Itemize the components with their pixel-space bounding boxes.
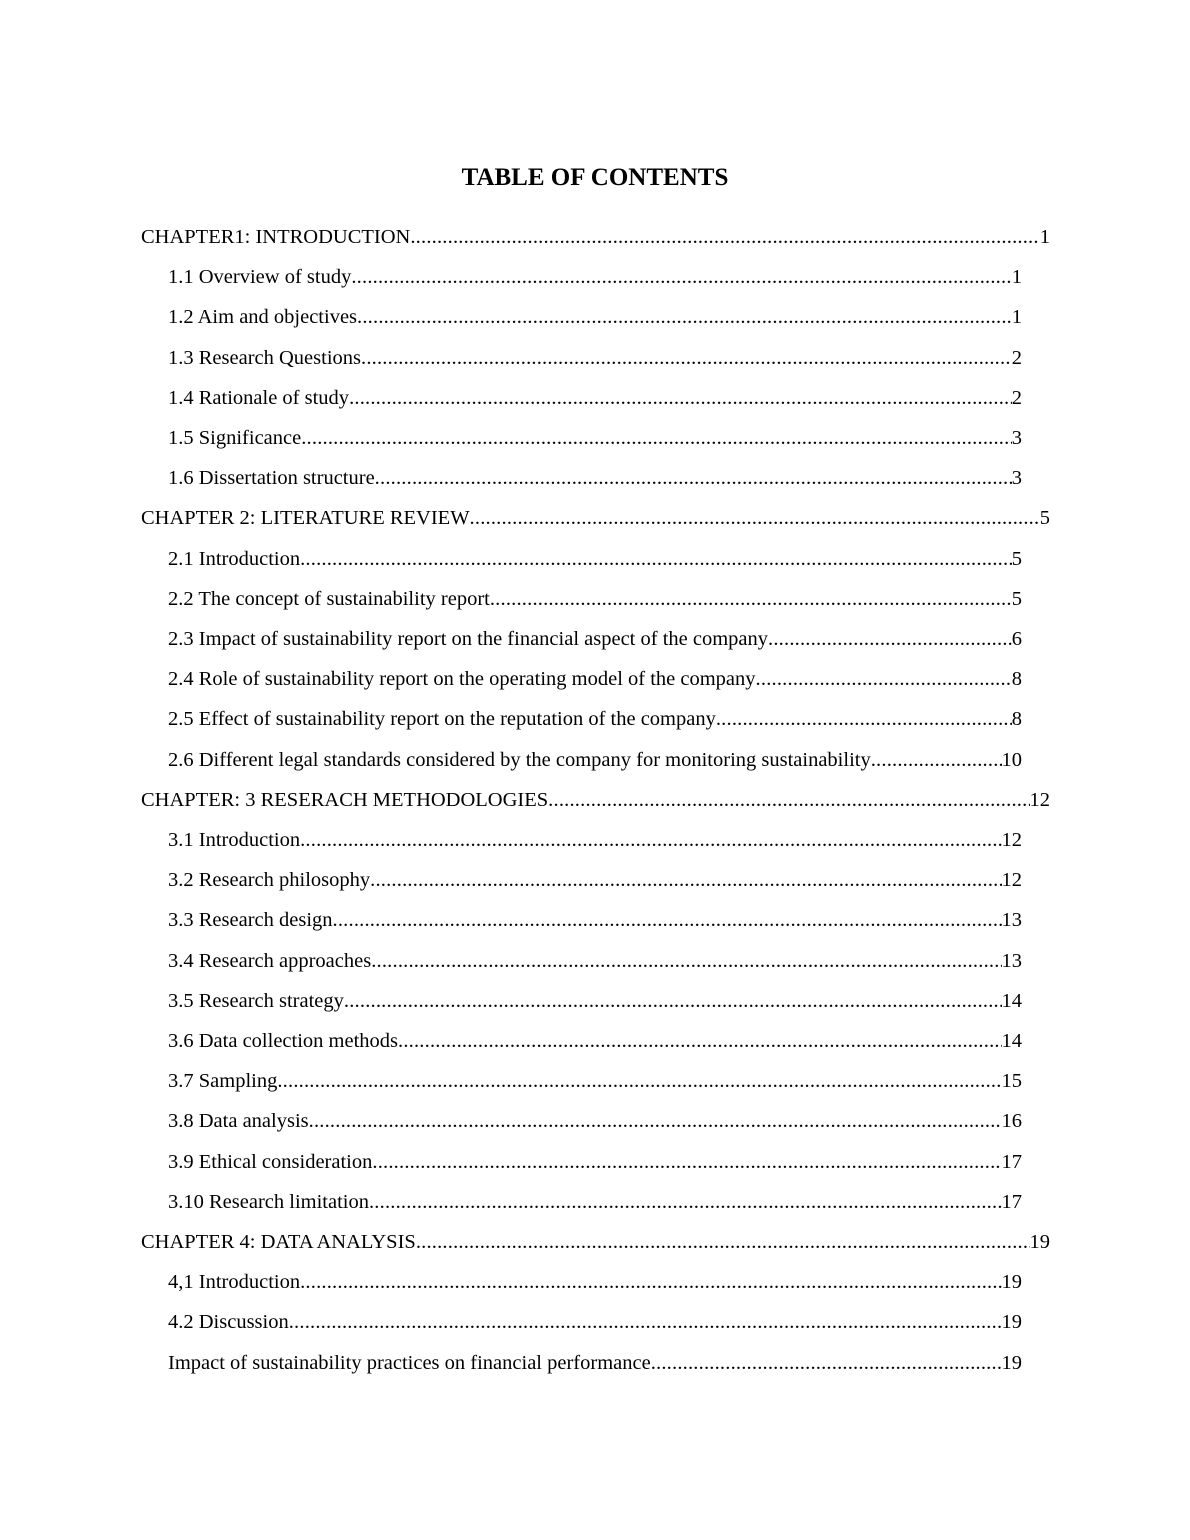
dot-leader (651, 1349, 1002, 1377)
dot-leader (768, 625, 1012, 653)
toc-entry-page-number: 12 (1001, 829, 1022, 851)
toc-entry-page-number: 19 (1001, 1351, 1022, 1374)
toc-section-entry[interactable] (168, 545, 1022, 573)
toc-entry-page-number: 6 (1011, 628, 1022, 650)
toc-entry-page-number: 8 (1011, 668, 1022, 691)
dot-leader (490, 585, 1012, 613)
toc-entry-page-number: 16 (1001, 1110, 1022, 1133)
toc-entry-page-number: 2 (1011, 346, 1022, 369)
toc-entry-label: 3.4 Research approaches (168, 949, 372, 972)
toc-section-entry[interactable] (168, 746, 1022, 774)
toc-entry-label: 3.10 Research limitation (168, 1190, 369, 1213)
toc-chapter-entry[interactable] (141, 223, 1050, 251)
toc-chapter-entry[interactable] (141, 786, 1050, 814)
toc-section-entry[interactable] (168, 384, 1022, 412)
dot-leader (300, 826, 1001, 854)
dot-leader (277, 1067, 1001, 1095)
dot-leader (372, 1148, 1001, 1176)
toc-section-entry[interactable] (168, 1349, 1022, 1377)
toc-entry-label: 3.5 Research strategy (168, 989, 344, 1012)
toc-entry-page-number: 14 (1001, 989, 1022, 1012)
toc-entry-page-number: 8 (1011, 708, 1022, 731)
dot-leader (351, 263, 1011, 291)
dot-leader (349, 384, 1012, 412)
toc-section-entry[interactable] (168, 665, 1022, 693)
toc-entry-label: 1.1 Overview of study (168, 266, 352, 289)
dot-leader (470, 504, 1040, 532)
dot-leader (301, 424, 1012, 452)
dot-leader (410, 223, 1039, 251)
toc-entry-label: CHAPTER 4: DATA ANALYSIS (141, 1231, 416, 1253)
toc-section-entry[interactable] (168, 987, 1022, 1015)
toc-section-entry[interactable] (168, 1268, 1022, 1296)
dot-leader (300, 545, 1012, 573)
dot-leader (416, 1228, 1030, 1256)
toc-section-entry[interactable] (168, 263, 1022, 291)
toc-section-entry[interactable] (168, 1027, 1022, 1055)
toc-entry-page-number: 1 (1039, 226, 1050, 248)
toc-entry-label: 3.9 Ethical consideration (168, 1150, 373, 1173)
toc-section-entry[interactable] (168, 303, 1022, 331)
toc-entry-page-number: 19 (1001, 1271, 1022, 1294)
toc-entry-label: 1.2 Aim and objectives (168, 306, 358, 329)
toc-entry-label: 1.3 Research Questions (168, 346, 361, 369)
dot-leader (398, 1027, 1002, 1055)
toc-entry-label: 1.5 Significance (168, 427, 302, 449)
toc-section-entry[interactable] (168, 826, 1022, 854)
toc-entry-label: 3.7 Sampling (168, 1070, 278, 1093)
toc-entry-page-number: 13 (1001, 949, 1022, 972)
toc-entry-label: 3.6 Data collection methods (168, 1030, 398, 1052)
toc-section-entry[interactable] (168, 464, 1022, 492)
dot-leader (357, 303, 1012, 331)
toc-entry-label: 4,1 Introduction (168, 1271, 301, 1294)
toc-entry-label: 3.3 Research design (168, 909, 333, 932)
toc-chapter-entry[interactable] (141, 504, 1050, 532)
toc-section-entry[interactable] (168, 1148, 1022, 1176)
toc-entry-label: 2.3 Impact of sustainability report on the financial aspect of the company (168, 628, 769, 650)
dot-leader (289, 1308, 1002, 1336)
toc-entry-label: CHAPTER 2: LITERATURE REVIEW (141, 507, 470, 530)
dot-leader (333, 906, 1002, 934)
page-title: TABLE OF CONTENTS (461, 164, 729, 191)
toc-section-entry[interactable] (168, 1188, 1022, 1216)
toc-section-entry[interactable] (168, 947, 1022, 975)
toc-entry-page-number: 17 (1001, 1190, 1022, 1213)
toc-entry-label: 2.5 Effect of sustainability report on the reputation of the company (168, 708, 716, 731)
dot-leader (871, 746, 1002, 774)
toc-entry-page-number: 3 (1011, 467, 1022, 490)
toc-entry-label: CHAPTER1: INTRODUCTION (141, 226, 411, 248)
toc-entry-label: 3.2 Research philosophy (168, 869, 371, 892)
toc-section-entry[interactable] (168, 906, 1022, 934)
toc-entry-label: 2.2 The concept of sustainability report (168, 587, 490, 610)
toc-entry-page-number: 19 (1001, 1311, 1022, 1334)
dot-leader (344, 987, 1002, 1015)
toc-entry-page-number: 2 (1011, 386, 1022, 409)
toc-entry-page-number: 17 (1001, 1150, 1022, 1173)
toc-section-entry[interactable] (168, 1308, 1022, 1336)
dot-leader (369, 1188, 1002, 1216)
dot-leader (300, 1268, 1001, 1296)
toc-section-entry[interactable] (168, 344, 1022, 372)
toc-entry-page-number: 13 (1001, 909, 1022, 932)
toc-entry-page-number: 10 (1001, 748, 1022, 771)
dot-leader (309, 1107, 1002, 1135)
toc-entry-label: 2.6 Different legal standards considered by the company for monitoring sustainability (168, 748, 871, 771)
toc-entry-label: Impact of sustainability practices on financial performance (168, 1351, 651, 1374)
toc-entry-page-number: 1 (1011, 306, 1022, 329)
dot-leader (716, 705, 1012, 733)
toc-entry-page-number: 15 (1001, 1070, 1022, 1093)
toc-entry-label: 2.1 Introduction (168, 547, 301, 570)
toc-entry-label: 3.1 Introduction (168, 829, 301, 851)
toc-section-entry[interactable] (168, 866, 1022, 894)
toc-entry-label: CHAPTER: 3 RESERACH METHODOLOGIES (141, 788, 549, 811)
toc-section-entry[interactable] (168, 1107, 1022, 1135)
toc-entry-page-number: 14 (1001, 1030, 1022, 1052)
toc-chapter-entry[interactable] (141, 1228, 1050, 1256)
toc-entry-label: 4.2 Discussion (168, 1311, 289, 1334)
toc-section-entry[interactable] (168, 585, 1022, 613)
toc-section-entry[interactable] (168, 705, 1022, 733)
toc-entry-page-number: 19 (1029, 1231, 1050, 1253)
dot-leader (371, 947, 1001, 975)
toc-entry-page-number: 12 (1029, 788, 1050, 811)
toc-entry-label: 2.4 Role of sustainability report on the operating model of the company (168, 668, 756, 691)
toc-entry-page-number: 5 (1011, 587, 1022, 610)
toc-entry-page-number: 5 (1039, 507, 1050, 530)
dot-leader (361, 344, 1012, 372)
toc-entry-page-number: 1 (1011, 266, 1022, 289)
toc-entry-label: 1.4 Rationale of study (168, 386, 350, 409)
dot-leader (375, 464, 1012, 492)
toc-entry-label: 3.8 Data analysis (168, 1110, 309, 1133)
dot-leader (756, 665, 1012, 693)
toc-section-entry[interactable] (168, 1067, 1022, 1095)
dot-leader (548, 786, 1029, 814)
dot-leader (370, 866, 1001, 894)
toc-entry-page-number: 5 (1011, 547, 1022, 570)
toc-entry-page-number: 3 (1011, 427, 1022, 449)
toc-section-entry[interactable] (168, 424, 1022, 452)
toc-entry-label: 1.6 Dissertation structure (168, 467, 375, 490)
toc-section-entry[interactable] (168, 625, 1022, 653)
toc-entry-page-number: 12 (1001, 869, 1022, 892)
